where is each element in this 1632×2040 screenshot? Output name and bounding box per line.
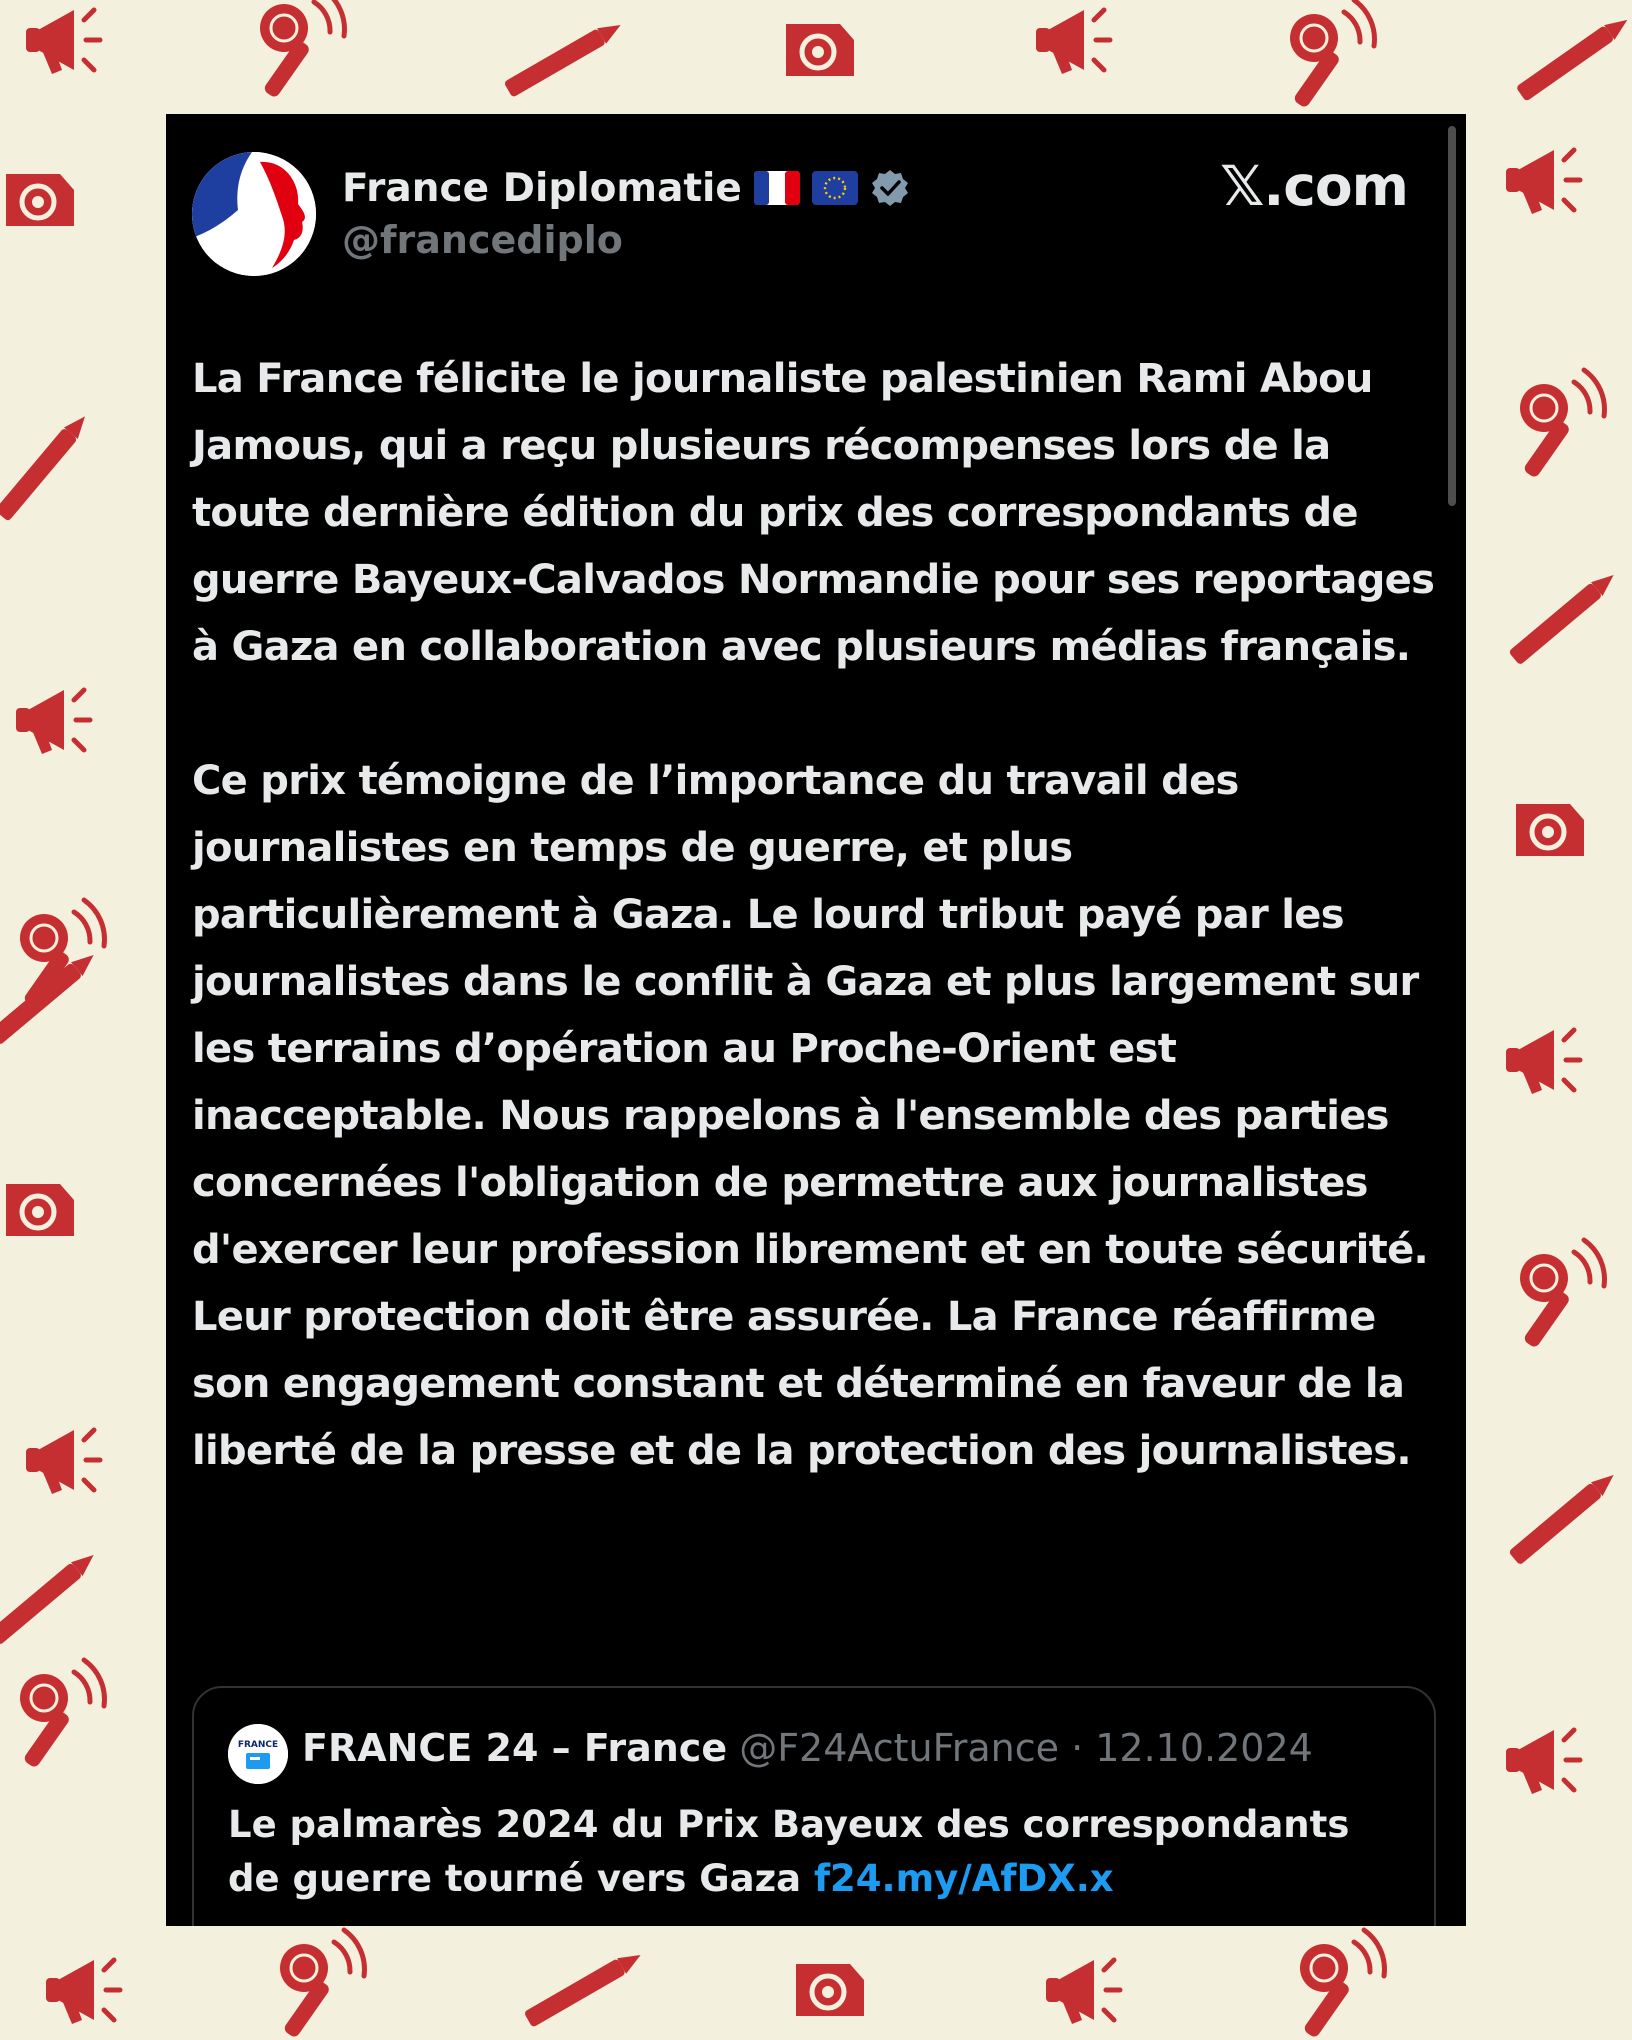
quoted-separator: · [1058, 1726, 1096, 1770]
quoted-handle[interactable]: @F24ActuFrance [739, 1726, 1059, 1770]
tweet-paragraph-2: Ce prix témoigne de l’importance du travail des journalistes en temps de guerre, et plus particulièrement à Gaza. Le lourd tribut payé par les journalistes dans le conflit à Gaza et plus largement sur les terrains d’opération au Proche-Orient est inacceptable. Nous rappelons à l'ensemble des parties concernées l'obligation de permettre aux journalistes d'exercer leur profession librement et en toute sécurité. Leur protection doit être assurée. La France réaffirme son engagement constant et déterminé en faveur de la liberté de la presse et de la protection des journalistes. [192, 758, 1429, 1474]
tweet-card [166, 114, 1466, 1926]
tweet-paragraph-1: La France félicite le journaliste palestinien Rami Abou Jamous, qui a reçu plusieurs récompenses lors de la toute dernière édition du prix des correspondants de guerre Bayeux-Calvados Normandie pour ses reportages à Gaza en collaboration avec plusieurs médias français. [192, 356, 1435, 670]
svg-text:FRANCE: FRANCE [237, 1740, 279, 1750]
scrollbar[interactable] [1448, 126, 1456, 506]
tweet-body [192, 346, 1440, 1485]
author-row [342, 164, 910, 212]
quoted-tweet[interactable] [192, 1686, 1436, 1926]
quoted-link[interactable]: f24.my/AfDX.x [813, 1857, 1114, 1900]
verified-badge-icon [870, 168, 910, 208]
flag-eu-icon [812, 171, 858, 205]
quoted-date[interactable]: 12.10.2024 [1095, 1726, 1313, 1770]
quoted-author-name[interactable]: FRANCE 24 – France [302, 1726, 728, 1770]
marianne-logo-icon [192, 152, 316, 276]
author-name[interactable]: France Diplomatie [342, 165, 742, 211]
quoted-text [228, 1798, 1378, 1906]
author-handle[interactable]: @francediplo [342, 218, 623, 262]
quoted-avatar[interactable] [228, 1724, 288, 1784]
quoted-text-body: Le palmarès 2024 du Prix Bayeux des correspondants de guerre tourné vers Gaza [228, 1803, 1350, 1900]
flag-france-icon [754, 171, 800, 205]
x-logo: 𝕏.com [1220, 154, 1408, 218]
france24-logo-icon [228, 1724, 288, 1784]
author-avatar[interactable] [192, 152, 316, 276]
quoted-header [302, 1726, 1313, 1770]
